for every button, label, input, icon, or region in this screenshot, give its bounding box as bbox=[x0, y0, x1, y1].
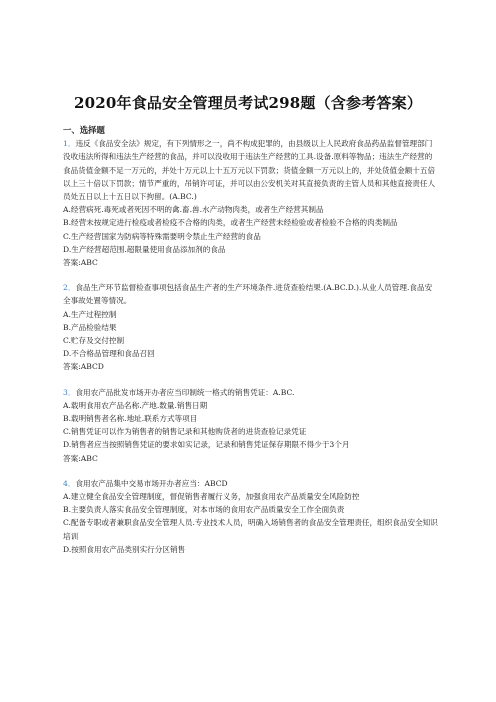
question-text bbox=[63, 386, 439, 399]
question-number: 1． bbox=[63, 139, 76, 149]
option-b: B.主要负责人落实食品安全管理制度，对本市场的食用农产品质量安全工作全面负责 bbox=[63, 505, 345, 515]
option-c: C.贮存及交付控制 bbox=[63, 336, 125, 346]
document-body bbox=[63, 124, 439, 556]
option-c: C.销售凭证可以作为销售者的销售记录和其他购货者的进货查验记录凭证 bbox=[63, 427, 307, 437]
question-text bbox=[63, 281, 439, 307]
question-text bbox=[63, 137, 439, 203]
question-block bbox=[63, 477, 439, 556]
question-stem: 食品生产环节监督检查事项包括食品生产者的生产环境条件.进货查验结果.(A.BC.D.).从业人员管理.食品安全事故处置等情况。 bbox=[63, 283, 433, 306]
option-c: C.配备专职或者兼职食品安全管理人员.专业技术人员，明确入场销售者的食品安全管理责任，组织食品安全知识培训 bbox=[63, 518, 438, 541]
option-b: B.经营未按规定进行检疫或者检疫不合格的肉类，或者生产经营未经检验或者检验不合格的肉类制品 bbox=[63, 218, 398, 228]
question-block bbox=[63, 386, 439, 465]
option-a: A.建立健全食品安全管理制度，督促销售者履行义务，加强食用农产品质量安全风险防控 bbox=[63, 492, 360, 502]
option-d: D.按照食用农产品类别实行分区销售 bbox=[63, 544, 186, 554]
question-number: 3． bbox=[63, 387, 76, 397]
section-heading: 一、选择题 bbox=[63, 125, 105, 135]
option-b: B.载明销售者名称.地址.联系方式等项目 bbox=[63, 414, 198, 424]
question-block bbox=[63, 137, 439, 269]
option-a: A.生产过程控制 bbox=[63, 309, 117, 319]
option-c: C.生产经营国家为防病等特殊需要明令禁止生产经营的食品 bbox=[63, 231, 261, 241]
question-stem: 违反《食品安全法》规定，有下列情形之一，尚不构成犯罪的，由县级以上人民政府食品药品监督管理部门没收违法所得和违法生产经营的食品，并可以没收用于违法生产经营的工具.设备.原料等物品；违法生产经营的食品货值金额不足一万元的，并处十万元以上十五万元以下罚款；货值金额一万元以上的，并处货值金额十五倍以上三十倍以下罚款；情节严重的，吊销许可证，并可以由公安机关对其直接负责的主管人员和其他直接责任人员处五日以上十五日以下拘留。(A.BC.) bbox=[63, 139, 436, 202]
option-a: A.载明食用农产品名称.产地.数量.销售日期 bbox=[63, 400, 208, 410]
option-a: A.经营病死.毒死或者死因不明的禽.畜.兽.水产动物肉类，或者生产经营其制品 bbox=[63, 205, 324, 215]
question-stem: 食用农产品集中交易市场开办者应当：ABCD bbox=[75, 478, 228, 488]
answer-line: 答案:ABC bbox=[63, 258, 98, 268]
question-text bbox=[63, 477, 439, 490]
question-stem: 食用农产品批发市场开办者应当印制统一格式的销售凭证：A.BC. bbox=[75, 387, 295, 397]
answer-line: 答案:ABC bbox=[63, 453, 98, 463]
option-d: D.生产经营超范围.超限量使用食品添加剂的食品 bbox=[63, 244, 226, 254]
answer-line: 答案:ABCD bbox=[63, 362, 104, 372]
question-number: 2． bbox=[63, 283, 76, 293]
question-number: 4． bbox=[63, 478, 76, 488]
option-d: D.销售者应当按照销售凭证的要求如实记录，记录和销售凭证保存期限不得少于3个月 bbox=[63, 440, 350, 450]
document-title: 2020年食品安全管理员考试298题（含参考答案） bbox=[73, 94, 423, 112]
option-d: D.不合格品管理和食品召回 bbox=[63, 349, 155, 359]
option-b: B.产品检验结果 bbox=[63, 322, 117, 332]
question-block bbox=[63, 281, 439, 373]
